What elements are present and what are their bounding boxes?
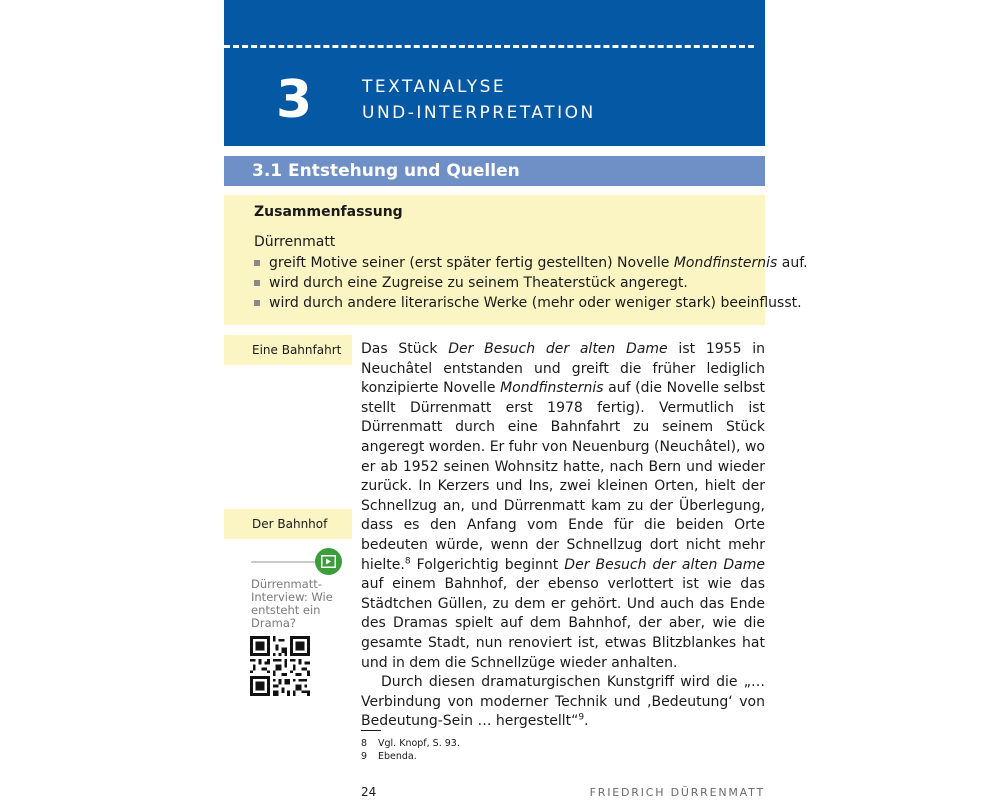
chapter-title	[362, 74, 596, 126]
footnote: 8 Vgl. Knopf, S. 93.	[361, 738, 460, 749]
running-head: FRIEDRICH DÜRRENMATT	[589, 786, 765, 799]
margin-note-bahnfahrt: Eine Bahnfahrt	[224, 335, 352, 365]
square-bullet-icon	[254, 280, 260, 286]
footnote-ref[interactable]: 8	[404, 555, 411, 566]
decorative-dashed-line	[224, 45, 754, 48]
summary-item: wird durch eine Zugreise zu seinem Theaterstück angeregt.	[254, 273, 808, 293]
media-caption: Dürrenmatt-Interview: Wie entsteht ein Drama?	[251, 577, 333, 630]
summary-box	[224, 195, 808, 325]
square-bullet-icon	[254, 260, 260, 266]
chapter-title-line-2: UND-INTERPRETATION	[362, 103, 596, 123]
page-number: 24	[361, 785, 377, 799]
footnote-ref[interactable]: 9	[578, 712, 585, 723]
media-divider	[251, 561, 316, 563]
summary-list	[254, 253, 808, 313]
chapter-header	[224, 0, 765, 146]
summary-item: greift Motive seiner (erst später fertig gestellten) Novelle Mondfinsternis auf.	[254, 253, 808, 273]
chapter-number: 3	[276, 70, 313, 130]
summary-intro: Dürrenmatt	[254, 234, 336, 250]
summary-item: wird durch andere literarische Werke (mehr oder weniger stark) beeinflusst.	[254, 293, 808, 313]
footnote-divider	[361, 730, 381, 731]
summary-heading: Zusammenfassung	[254, 204, 403, 220]
section-title: 3.1 Entstehung und Quellen	[252, 161, 520, 181]
square-bullet-icon	[254, 300, 260, 306]
margin-note-bahnhof: Der Bahnhof	[224, 509, 352, 539]
footnotes	[361, 737, 460, 763]
video-play-icon[interactable]	[315, 548, 342, 575]
qr-code-icon[interactable]	[250, 636, 310, 696]
body-text	[361, 340, 765, 732]
section-header	[224, 156, 765, 186]
footnote: 9 Ebenda.	[361, 751, 417, 762]
paragraph: Das Stück Der Besuch der alten Dame ist 1955 in Neuchâtel entstanden und greift die früher lediglich konzipierte Novelle Mondfinsternis auf (die Novelle selbst stellt Dürrenmatt erst 1978 fertig). Vermutlich ist Dürrenmatt durch eine Bahnfahrt zu seinem Stück angeregt worden. Er fuhr von Neuenburg (Neuchâtel), wo er ab 1952 seinen Wohnsitz hatte, nach Bern und wieder zurück. In Kerzers und Ins, zwei kleinen Orten, hielt der Schnellzug an, und Dürrenmatt kam zu der Überlegung, dass es den Anfang vom Ende für die beiden Orte bedeuten würde, wenn der Schnellzug dort nicht mehr hielte.$^8$ Folgerichtig beginnt Der Besuch der alten Dame auf einem Bahnhof, der ebenso verlottert ist wie das Städtchen Güllen, zu dem er gehört. Und auch das Ende des Dramas spielt auf dem Bahnhof, der aber, wie die gesamte Stadt, nun renoviert ist, etwas Blitzblankes hat und in dem die Schnellzüge wieder anhalten.	[361, 341, 766, 671]
chapter-title-line-1: TEXTANALYSE	[362, 77, 507, 97]
paragraph: Durch diesen dramaturgischen Kunstgriff wird die „… Verbindung von moderner Technik und ‚Bedeutung‘ von Bedeutung-Sein … hergestellt“$^9$.	[361, 674, 765, 730]
book-page	[224, 0, 808, 800]
